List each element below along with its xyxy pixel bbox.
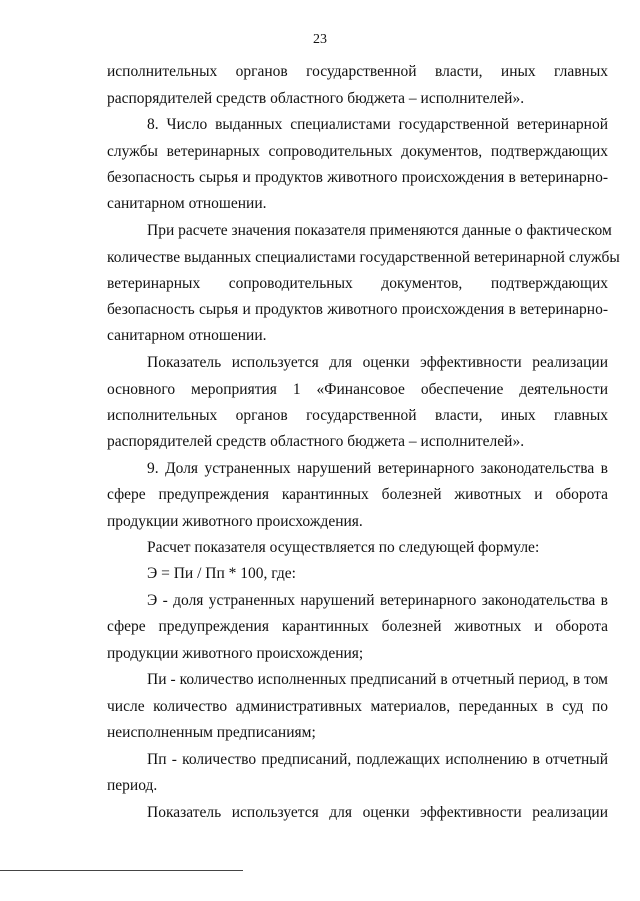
text-line: Э - доля устраненных нарушений ветеринарного законодательства в (147, 592, 608, 609)
text-line: службы ветеринарных сопроводительных документов, подтверждающих (107, 143, 608, 160)
text-line: ветеринарных сопроводительных документов, подтверждающих (107, 275, 608, 292)
text-line: сфере предупреждения карантинных болезней животных и оборота (107, 618, 608, 635)
text-line: безопасность сырья и продуктов животного происхождения в ветеринарно- (107, 169, 608, 186)
text-line: При расчете значения показателя применяются данные о фактическом (147, 222, 612, 239)
text-line: 9. Доля устраненных нарушений ветеринарного законодательства в (147, 460, 608, 477)
text-line: основного мероприятия 1 «Финансовое обеспечение деятельности (107, 381, 608, 398)
text-line: Пп - количество предписаний, подлежащих исполнению в отчетный (147, 751, 608, 768)
text-line: Пи - количество исполненных предписаний в отчетный период, в том (147, 671, 608, 688)
text-line: количестве выданных специалистами государственной ветеринарной службы (107, 249, 620, 266)
text-line: Показатель используется для оценки эффективности реализации (147, 804, 608, 821)
text-line: продукции животного происхождения. (107, 513, 363, 530)
text-line: Показатель используется для оценки эффективности реализации (147, 354, 608, 371)
text-line: распорядителей средств областного бюджета – исполнителей». (107, 433, 525, 450)
formula: Э = Пи / Пп * 100, где: (147, 565, 296, 582)
text-line: числе количество административных материалов, переданных в суд по (107, 698, 608, 715)
text-line: период. (107, 777, 158, 794)
text-line: исполнительных органов государственной власти, иных главных (107, 63, 608, 80)
text-line: неисполненным предписаниям; (107, 724, 316, 741)
footer-rule (0, 870, 243, 871)
page-number: 23 (313, 32, 327, 47)
text-line: Расчет показателя осуществляется по следующей формуле: (147, 539, 540, 556)
text-line: исполнительных органов государственной власти, иных главных (107, 407, 608, 424)
text-line: безопасность сырья и продуктов животного происхождения в ветеринарно- (107, 301, 608, 318)
text-line: 8. Число выданных специалистами государственной ветеринарной (147, 116, 608, 133)
text-line: санитарном отношении. (107, 195, 267, 212)
text-line: распорядителей средств областного бюджета – исполнителей». (107, 90, 525, 107)
text-line: санитарном отношении. (107, 327, 267, 344)
text-line: продукции животного происхождения; (107, 645, 364, 662)
text-line: сфере предупреждения карантинных болезней животных и оборота (107, 486, 608, 503)
